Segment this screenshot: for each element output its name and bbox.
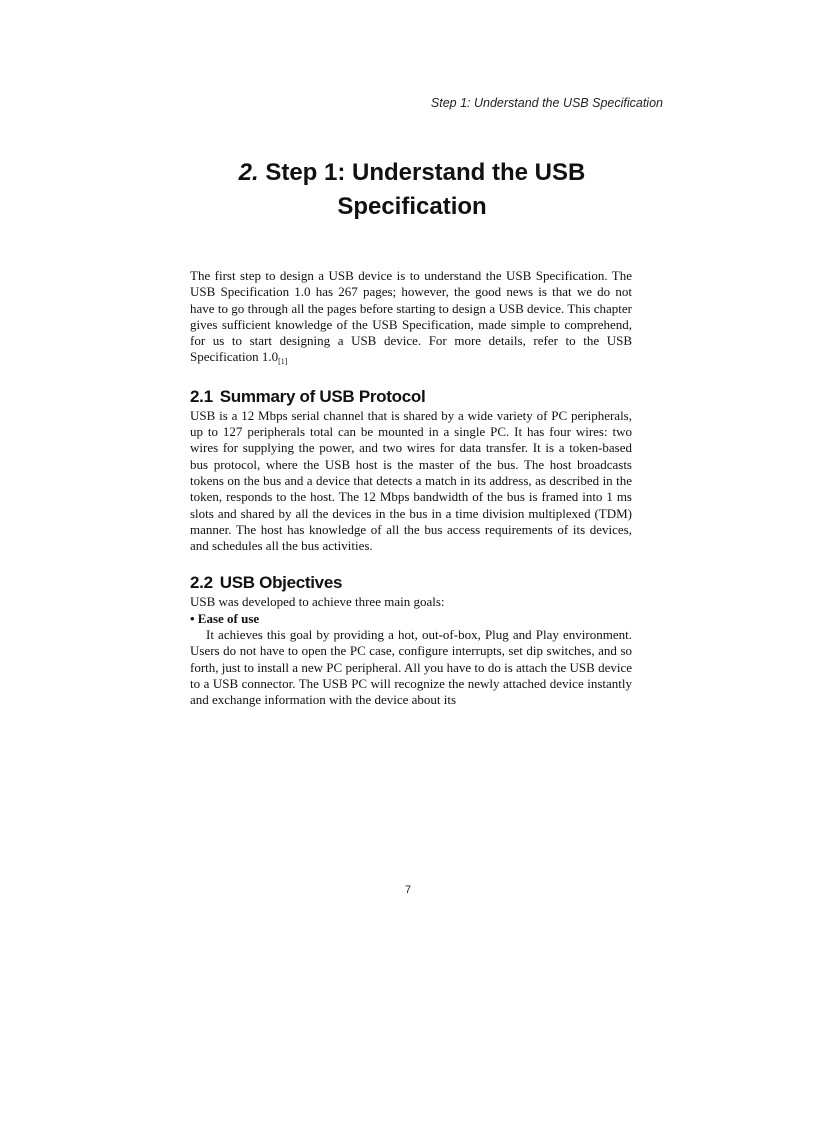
- intro-text: The first step to design a USB device is to understand the USB Specification. The USB Specification 1.0 has 267 pages; however, the good news is that we do not have to go through all the pages before starting to design a USB device. This chapter gives sufficient knowledge of the USB Specification, made simple to comprehend, for us to start designing a USB device. For more details, refer to the USB Specification 1.0: [190, 268, 632, 365]
- section-heading-objectives: [190, 572, 632, 594]
- section-title: Summary of USB Protocol: [219, 386, 426, 406]
- bullet-ease-of-use: • Ease of use: [190, 610, 260, 626]
- objectives-paragraph: USB was developed to achieve three main goals:: [190, 594, 445, 610]
- section-number: 2.2: [190, 573, 213, 593]
- chapter-title-text: Step 1: Understand the USB Specification: [265, 159, 586, 220]
- chapter-title: [190, 156, 634, 224]
- section-heading-summary: [190, 386, 632, 408]
- section-title: USB Objectives: [219, 573, 343, 593]
- page-number: 7: [404, 884, 412, 896]
- ease-of-use-paragraph: It achieves this goal by providing a hot, out-of-box, Plug and Play environment. Users do not have to open the PC case, configure interrupts, set dip switches, and so forth, just to install a new PC peripheral. All you have to do is attach the USB device to a USB connector. The USB PC will recognize the newly attached device instantly and exchange information with the device about its: [190, 627, 632, 708]
- page-content: [190, 268, 632, 709]
- chapter-number: 2.: [238, 159, 259, 186]
- intro-paragraph: [190, 268, 632, 366]
- citation-reference: [1]: [278, 357, 288, 367]
- running-header: Step 1: Understand the USB Specification: [430, 96, 663, 110]
- summary-paragraph: USB is a 12 Mbps serial channel that is shared by a wide variety of PC peripherals, up to 127 peripherals total can be mounted in a single PC. It has four wires: two wires for supplying the power, and two wires for data transfer. It is a token-based bus protocol, where the USB host is the master of the bus. The host broadcasts tokens on the bus and a device that detects a match in its address, as described in the token, responds to the host. The 12 Mbps bandwidth of the bus is framed into 1 ms slots and shared by all the devices in the bus in a time division multiplexed (TDM) manner. The host has knowledge of all the bus access requirements of its devices, and schedules all the bus activities.: [190, 407, 632, 554]
- section-number: 2.1: [190, 386, 213, 406]
